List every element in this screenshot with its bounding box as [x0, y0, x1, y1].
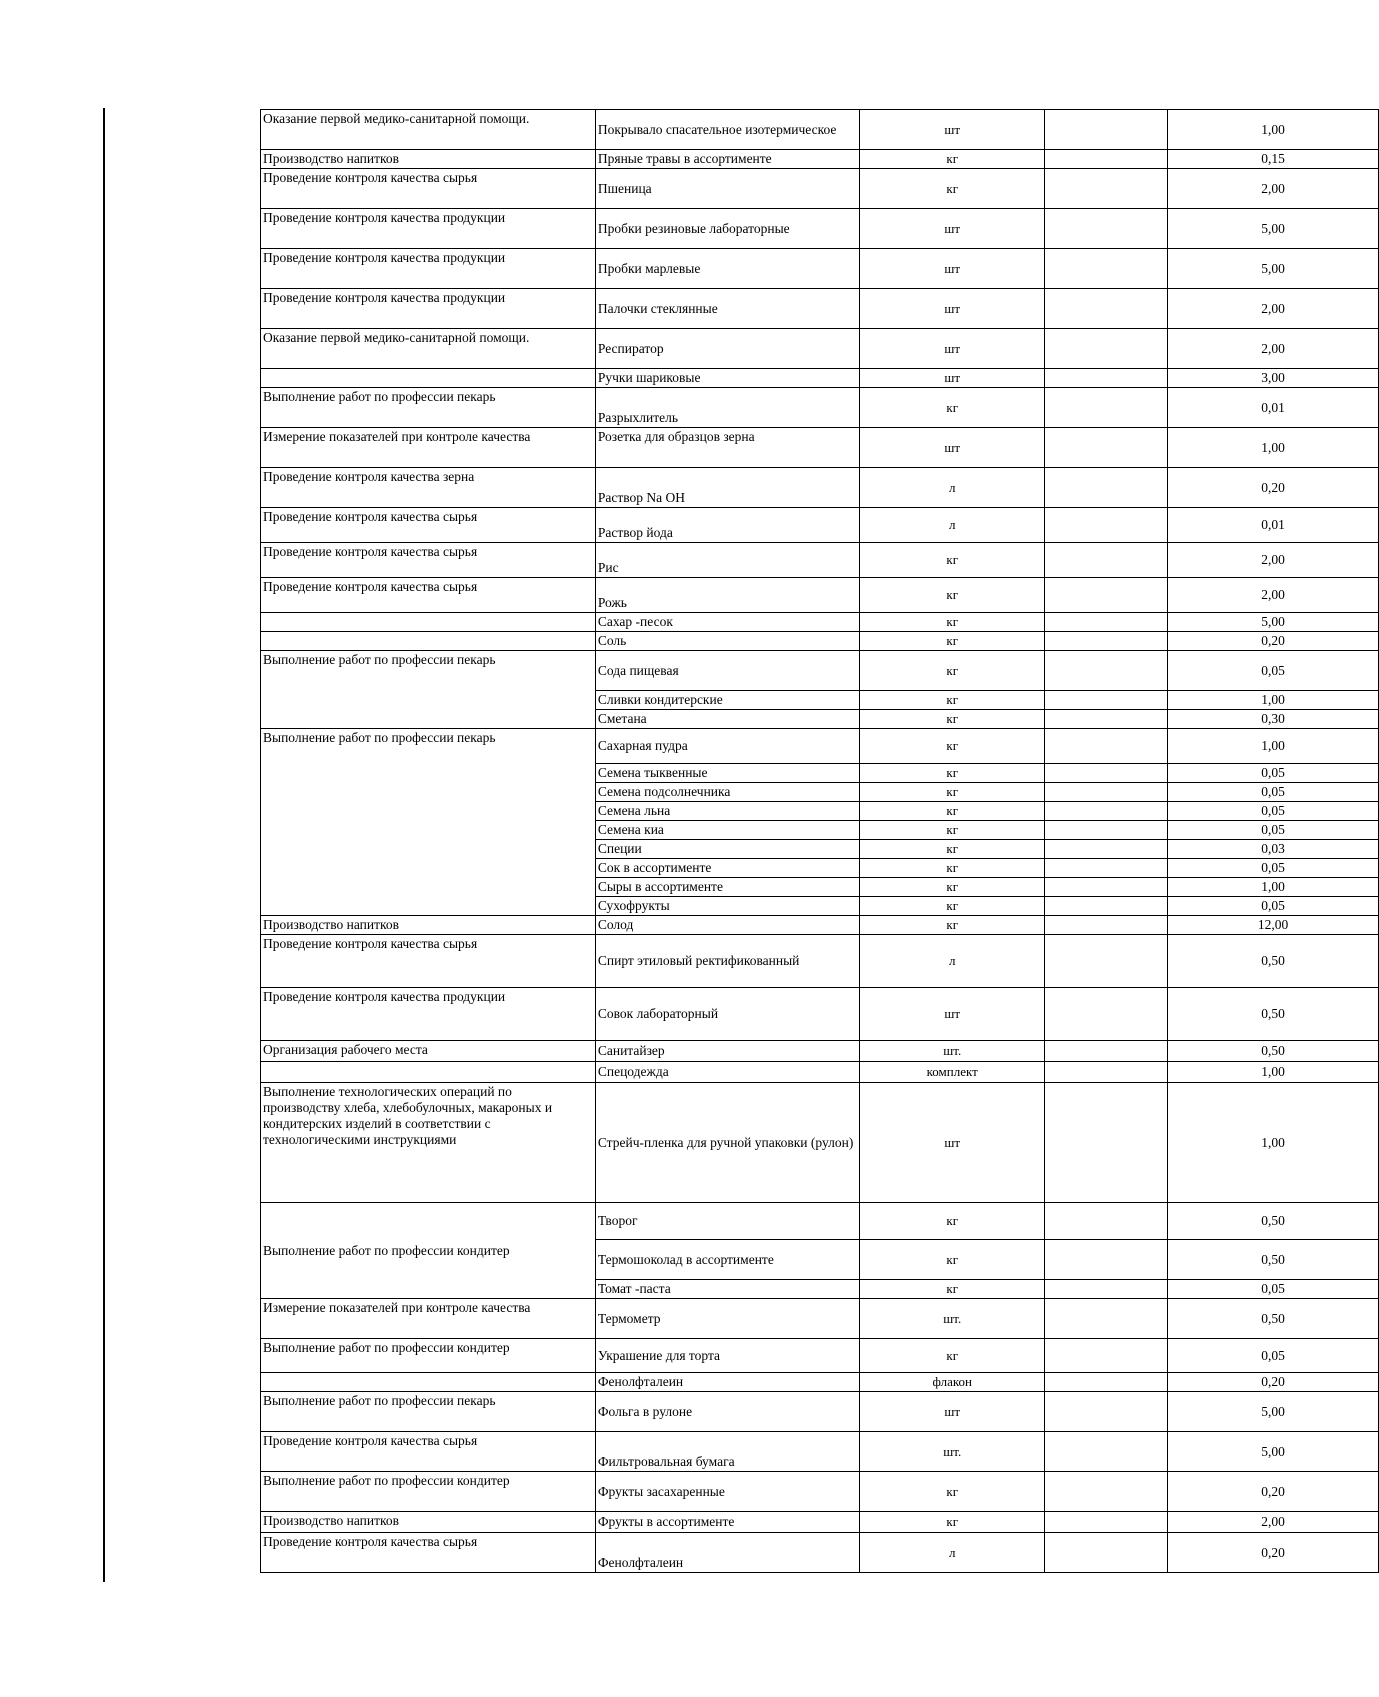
unit-cell: шт: [860, 110, 1045, 150]
table-row: [261, 1062, 1379, 1083]
empty-cell: [1045, 1280, 1168, 1299]
quantity-cell: 2,00: [1168, 329, 1379, 369]
purpose-cell: Выполнение работ по профессии пекарь: [261, 388, 596, 428]
item-cell: Фрукты в ассортименте: [595, 1512, 859, 1533]
table-row: [261, 1339, 1379, 1373]
table-row: [261, 289, 1379, 329]
item-cell: Раствор йода: [595, 508, 859, 543]
empty-cell: [1045, 710, 1168, 729]
table-row: [261, 1512, 1379, 1533]
purpose-cell: Производство напитков: [261, 150, 596, 169]
purpose-cell: Проведение контроля качества сырья: [261, 543, 596, 578]
unit-cell: кг: [860, 729, 1045, 764]
item-cell: Семена киа: [595, 821, 859, 840]
empty-cell: [1045, 1041, 1168, 1062]
quantity-cell: 5,00: [1168, 613, 1379, 632]
quantity-cell: 2,00: [1168, 1512, 1379, 1533]
quantity-cell: 1,00: [1168, 428, 1379, 468]
quantity-cell: 0,20: [1168, 1472, 1379, 1512]
purpose-cell: Проведение контроля качества продукции: [261, 249, 596, 289]
purpose-cell: Выполнение работ по профессии кондитер: [261, 1203, 596, 1299]
item-cell: Санитайзер: [595, 1041, 859, 1062]
quantity-cell: 0,50: [1168, 988, 1379, 1041]
empty-cell: [1045, 249, 1168, 289]
unit-cell: шт: [860, 209, 1045, 249]
item-cell: Сок в ассортименте: [595, 859, 859, 878]
table-row: [261, 150, 1379, 169]
quantity-cell: 0,50: [1168, 1041, 1379, 1062]
quantity-cell: 0,05: [1168, 764, 1379, 783]
unit-cell: кг: [860, 1512, 1045, 1533]
purpose-cell: Проведение контроля качества сырья: [261, 578, 596, 613]
empty-cell: [1045, 916, 1168, 935]
item-cell: Совок лабораторный: [595, 988, 859, 1041]
purpose-cell: [261, 369, 596, 388]
unit-cell: л: [860, 468, 1045, 508]
purpose-cell: Выполнение работ по профессии кондитер: [261, 1472, 596, 1512]
table-row: [261, 1533, 1379, 1573]
purpose-cell: [261, 632, 596, 651]
empty-cell: [1045, 209, 1168, 249]
quantity-cell: 2,00: [1168, 169, 1379, 209]
page-margin-line: [103, 108, 105, 1582]
quantity-cell: 0,05: [1168, 1339, 1379, 1373]
empty-cell: [1045, 764, 1168, 783]
unit-cell: кг: [860, 821, 1045, 840]
quantity-cell: 3,00: [1168, 369, 1379, 388]
table-row: [261, 110, 1379, 150]
purpose-cell: Проведение контроля качества продукции: [261, 988, 596, 1041]
quantity-cell: 0,20: [1168, 1533, 1379, 1573]
unit-cell: кг: [860, 651, 1045, 691]
unit-cell: кг: [860, 783, 1045, 802]
item-cell: Семена подсолнечника: [595, 783, 859, 802]
table-row: [261, 508, 1379, 543]
unit-cell: кг: [860, 613, 1045, 632]
empty-cell: [1045, 508, 1168, 543]
purpose-cell: Проведение контроля качества сырья: [261, 1533, 596, 1573]
unit-cell: кг: [860, 388, 1045, 428]
unit-cell: кг: [860, 1203, 1045, 1240]
purpose-cell: Выполнение работ по профессии кондитер: [261, 1339, 596, 1373]
item-cell: Рис: [595, 543, 859, 578]
quantity-cell: 0,20: [1168, 632, 1379, 651]
unit-cell: кг: [860, 169, 1045, 209]
purpose-cell: Проведение контроля качества продукции: [261, 289, 596, 329]
quantity-cell: 12,00: [1168, 916, 1379, 935]
unit-cell: кг: [860, 916, 1045, 935]
quantity-cell: 0,05: [1168, 651, 1379, 691]
empty-cell: [1045, 988, 1168, 1041]
purpose-cell: [261, 613, 596, 632]
item-cell: Раствор Na OH: [595, 468, 859, 508]
empty-cell: [1045, 1533, 1168, 1573]
table-row: [261, 632, 1379, 651]
purpose-cell: Измерение показателей при контроле качества: [261, 428, 596, 468]
empty-cell: [1045, 578, 1168, 613]
table-row: [261, 935, 1379, 988]
quantity-cell: 5,00: [1168, 1392, 1379, 1432]
empty-cell: [1045, 150, 1168, 169]
item-cell: Специи: [595, 840, 859, 859]
empty-cell: [1045, 468, 1168, 508]
table-row: [261, 1373, 1379, 1392]
item-cell: Творог: [595, 1203, 859, 1240]
quantity-cell: 1,00: [1168, 1083, 1379, 1203]
quantity-cell: 0,50: [1168, 935, 1379, 988]
item-cell: Фильтровальная бумага: [595, 1432, 859, 1472]
quantity-cell: 1,00: [1168, 1062, 1379, 1083]
supplies-table-body: [261, 110, 1379, 1573]
unit-cell: кг: [860, 710, 1045, 729]
table-row: [261, 1392, 1379, 1432]
quantity-cell: 0,05: [1168, 897, 1379, 916]
unit-cell: л: [860, 1533, 1045, 1573]
quantity-cell: 0,05: [1168, 859, 1379, 878]
unit-cell: флакон: [860, 1373, 1045, 1392]
purpose-cell: Проведение контроля качества сырья: [261, 169, 596, 209]
empty-cell: [1045, 802, 1168, 821]
empty-cell: [1045, 1299, 1168, 1339]
unit-cell: кг: [860, 578, 1045, 613]
item-cell: Сливки кондитерские: [595, 691, 859, 710]
item-cell: Термометр: [595, 1299, 859, 1339]
table-row: [261, 169, 1379, 209]
unit-cell: шт: [860, 329, 1045, 369]
table-row: [261, 729, 1379, 764]
empty-cell: [1045, 613, 1168, 632]
quantity-cell: 0,01: [1168, 388, 1379, 428]
table-row: [261, 428, 1379, 468]
unit-cell: кг: [860, 1339, 1045, 1373]
quantity-cell: 0,05: [1168, 783, 1379, 802]
quantity-cell: 5,00: [1168, 1432, 1379, 1472]
unit-cell: кг: [860, 1240, 1045, 1280]
unit-cell: кг: [860, 840, 1045, 859]
unit-cell: кг: [860, 897, 1045, 916]
item-cell: Спирт этиловый ректификованный: [595, 935, 859, 988]
item-cell: Сахарная пудра: [595, 729, 859, 764]
purpose-cell: Измерение показателей при контроле качества: [261, 1299, 596, 1339]
purpose-cell: Выполнение работ по профессии пекарь: [261, 1392, 596, 1432]
unit-cell: шт: [860, 428, 1045, 468]
empty-cell: [1045, 169, 1168, 209]
table-row: [261, 1083, 1379, 1203]
empty-cell: [1045, 543, 1168, 578]
unit-cell: шт.: [860, 1041, 1045, 1062]
table-row: [261, 1432, 1379, 1472]
quantity-cell: 0,30: [1168, 710, 1379, 729]
empty-cell: [1045, 878, 1168, 897]
empty-cell: [1045, 1240, 1168, 1280]
unit-cell: шт: [860, 289, 1045, 329]
unit-cell: шт: [860, 988, 1045, 1041]
item-cell: Респиратор: [595, 329, 859, 369]
purpose-cell: Выполнение работ по профессии пекарь: [261, 651, 596, 729]
table-row: [261, 578, 1379, 613]
unit-cell: кг: [860, 859, 1045, 878]
item-cell: Семена льна: [595, 802, 859, 821]
table-row: [261, 1203, 1379, 1240]
quantity-cell: 2,00: [1168, 578, 1379, 613]
purpose-cell: Оказание первой медико-санитарной помощи.: [261, 110, 596, 150]
empty-cell: [1045, 1203, 1168, 1240]
unit-cell: шт: [860, 1392, 1045, 1432]
empty-cell: [1045, 289, 1168, 329]
item-cell: Рожь: [595, 578, 859, 613]
empty-cell: [1045, 729, 1168, 764]
empty-cell: [1045, 1472, 1168, 1512]
item-cell: Разрыхлитель: [595, 388, 859, 428]
item-cell: Пробки резиновые лабораторные: [595, 209, 859, 249]
unit-cell: кг: [860, 878, 1045, 897]
empty-cell: [1045, 388, 1168, 428]
item-cell: Сметана: [595, 710, 859, 729]
empty-cell: [1045, 428, 1168, 468]
item-cell: Солод: [595, 916, 859, 935]
unit-cell: кг: [860, 691, 1045, 710]
purpose-cell: Производство напитков: [261, 916, 596, 935]
table-row: [261, 209, 1379, 249]
unit-cell: кг: [860, 150, 1045, 169]
unit-cell: кг: [860, 1472, 1045, 1512]
item-cell: Стрейч-пленка для ручной упаковки (рулон): [595, 1083, 859, 1203]
empty-cell: [1045, 859, 1168, 878]
table-row: [261, 329, 1379, 369]
quantity-cell: 0,50: [1168, 1299, 1379, 1339]
item-cell: Спецодежда: [595, 1062, 859, 1083]
empty-cell: [1045, 840, 1168, 859]
quantity-cell: 2,00: [1168, 289, 1379, 329]
table-row: [261, 1472, 1379, 1512]
unit-cell: шт: [860, 249, 1045, 289]
item-cell: Украшение для торта: [595, 1339, 859, 1373]
quantity-cell: 1,00: [1168, 878, 1379, 897]
item-cell: Соль: [595, 632, 859, 651]
unit-cell: шт: [860, 1083, 1045, 1203]
quantity-cell: 0,05: [1168, 821, 1379, 840]
empty-cell: [1045, 1062, 1168, 1083]
unit-cell: л: [860, 935, 1045, 988]
empty-cell: [1045, 369, 1168, 388]
quantity-cell: 0,20: [1168, 1373, 1379, 1392]
empty-cell: [1045, 1373, 1168, 1392]
purpose-cell: Организация рабочего места: [261, 1041, 596, 1062]
item-cell: Фенолфталеин: [595, 1373, 859, 1392]
table-row: [261, 916, 1379, 935]
item-cell: Палочки стеклянные: [595, 289, 859, 329]
unit-cell: л: [860, 508, 1045, 543]
unit-cell: кг: [860, 802, 1045, 821]
empty-cell: [1045, 897, 1168, 916]
quantity-cell: 0,01: [1168, 508, 1379, 543]
table-row: [261, 543, 1379, 578]
quantity-cell: 0,50: [1168, 1203, 1379, 1240]
item-cell: Сахар -песок: [595, 613, 859, 632]
empty-cell: [1045, 1392, 1168, 1432]
empty-cell: [1045, 329, 1168, 369]
empty-cell: [1045, 632, 1168, 651]
purpose-cell: Проведение контроля качества сырья: [261, 935, 596, 988]
unit-cell: шт.: [860, 1432, 1045, 1472]
item-cell: Розетка для образцов зерна: [595, 428, 859, 468]
empty-cell: [1045, 1339, 1168, 1373]
item-cell: Фенолфталеин: [595, 1533, 859, 1573]
item-cell: Фольга в рулоне: [595, 1392, 859, 1432]
purpose-cell: Производство напитков: [261, 1512, 596, 1533]
item-cell: Томат -паста: [595, 1280, 859, 1299]
table-row: [261, 613, 1379, 632]
empty-cell: [1045, 783, 1168, 802]
supplies-table: [260, 109, 1379, 1573]
table-row: [261, 651, 1379, 691]
empty-cell: [1045, 1432, 1168, 1472]
item-cell: Пшеница: [595, 169, 859, 209]
table-row: [261, 1299, 1379, 1339]
purpose-cell: Проведение контроля качества сырья: [261, 1432, 596, 1472]
quantity-cell: 0,15: [1168, 150, 1379, 169]
quantity-cell: 0,50: [1168, 1240, 1379, 1280]
item-cell: Пряные травы в ассортименте: [595, 150, 859, 169]
empty-cell: [1045, 1083, 1168, 1203]
item-cell: Покрывало спасательное изотермическое: [595, 110, 859, 150]
quantity-cell: 0,20: [1168, 468, 1379, 508]
item-cell: Сухофрукты: [595, 897, 859, 916]
empty-cell: [1045, 691, 1168, 710]
purpose-cell: Проведение контроля качества продукции: [261, 209, 596, 249]
table-row: [261, 468, 1379, 508]
item-cell: Сыры в ассортименте: [595, 878, 859, 897]
item-cell: Ручки шариковые: [595, 369, 859, 388]
quantity-cell: 1,00: [1168, 691, 1379, 710]
unit-cell: кг: [860, 764, 1045, 783]
purpose-cell: Проведение контроля качества сырья: [261, 508, 596, 543]
table-row: [261, 249, 1379, 289]
quantity-cell: 0,05: [1168, 802, 1379, 821]
empty-cell: [1045, 651, 1168, 691]
item-cell: Пробки марлевые: [595, 249, 859, 289]
quantity-cell: 0,05: [1168, 1280, 1379, 1299]
table-row: [261, 988, 1379, 1041]
quantity-cell: 5,00: [1168, 249, 1379, 289]
quantity-cell: 1,00: [1168, 110, 1379, 150]
empty-cell: [1045, 1512, 1168, 1533]
unit-cell: шт.: [860, 1299, 1045, 1339]
purpose-cell: [261, 1062, 596, 1083]
item-cell: Фрукты засахаренные: [595, 1472, 859, 1512]
unit-cell: комплект: [860, 1062, 1045, 1083]
table-row: [261, 1041, 1379, 1062]
table-row: [261, 388, 1379, 428]
item-cell: Термошоколад в ассортименте: [595, 1240, 859, 1280]
purpose-cell: Проведение контроля качества зерна: [261, 468, 596, 508]
quantity-cell: 0,03: [1168, 840, 1379, 859]
purpose-cell: Выполнение технологических операций по производству хлеба, хлебобулочных, макароных и кондитерских изделий в соответствии с технологическими инструкциями: [261, 1083, 596, 1203]
table-row: [261, 369, 1379, 388]
unit-cell: шт: [860, 369, 1045, 388]
unit-cell: кг: [860, 543, 1045, 578]
purpose-cell: Оказание первой медико-санитарной помощи.: [261, 329, 596, 369]
quantity-cell: 5,00: [1168, 209, 1379, 249]
unit-cell: кг: [860, 632, 1045, 651]
empty-cell: [1045, 935, 1168, 988]
purpose-cell: [261, 1373, 596, 1392]
quantity-cell: 2,00: [1168, 543, 1379, 578]
item-cell: Семена тыквенные: [595, 764, 859, 783]
empty-cell: [1045, 110, 1168, 150]
quantity-cell: 1,00: [1168, 729, 1379, 764]
unit-cell: кг: [860, 1280, 1045, 1299]
purpose-cell: Выполнение работ по профессии пекарь: [261, 729, 596, 916]
item-cell: Сода пищевая: [595, 651, 859, 691]
empty-cell: [1045, 821, 1168, 840]
